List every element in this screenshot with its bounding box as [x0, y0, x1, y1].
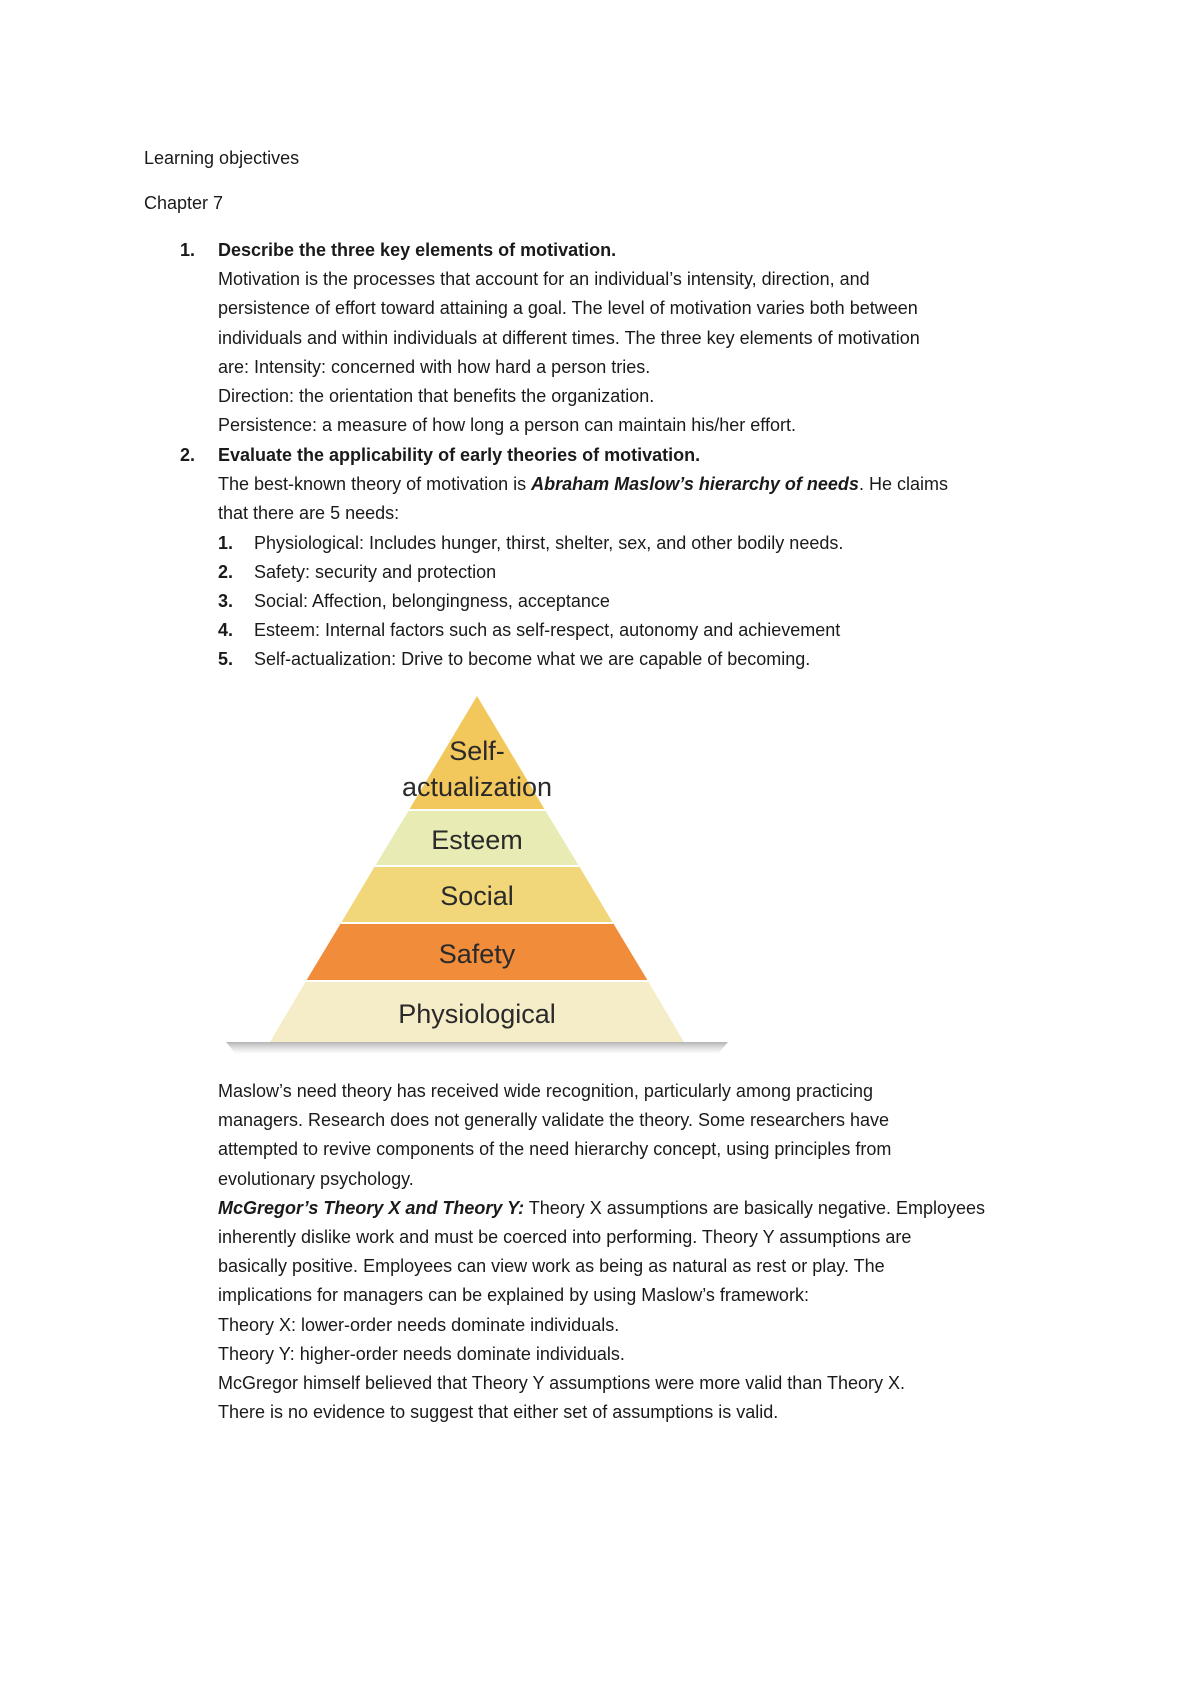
mcgregor-line: basically positive. Employees can view work as being as natural as rest or play. The	[218, 1256, 885, 1277]
pyramid-label-actualization: actualization	[401, 772, 553, 802]
need-number: 2.	[218, 562, 234, 582]
objective-1-line: persistence of effort toward attaining a goal. The level of motivation varies both between	[218, 298, 918, 319]
objective-1	[218, 236, 1078, 440]
objective-1-line: Direction: the orientation that benefits the organization.	[218, 386, 655, 407]
objective-1-line: individuals and within individuals at different times. The three key elements of motivation	[218, 327, 920, 348]
need-item: Social: Affection, belongingness, acceptance	[254, 591, 610, 611]
objective-1-heading: Describe the three key elements of motivation.	[218, 240, 617, 260]
mcgregor-line: There is no evidence to suggest that either set of assumptions is valid.	[218, 1402, 779, 1423]
need-item: Esteem: Internal factors such as self-respect, autonomy and achievement	[254, 620, 841, 640]
objective-1-line: Motivation is the processes that account for an individual’s intensity, direction, and	[218, 269, 870, 290]
need-number: 5.	[218, 649, 234, 669]
need-number: 1.	[218, 533, 234, 553]
objective-2-intro-line2: that there are 5 needs:	[218, 503, 400, 524]
objective-1-line: Persistence: a measure of how long a person can maintain his/her effort.	[218, 415, 796, 436]
pyramid-label-self: Self-	[449, 736, 505, 766]
maslow-pyramid	[218, 692, 738, 1062]
mcgregor-line: implications for managers can be explained by using Maslow’s framework:	[218, 1285, 809, 1306]
need-number: 4.	[218, 620, 234, 640]
paragraph-line: evolutionary psychology.	[218, 1168, 414, 1189]
mcgregor-line: Theory Y: higher-order needs dominate individuals.	[218, 1343, 625, 1364]
mcgregor-first-line	[218, 1194, 1078, 1223]
objective-2-number: 2.	[180, 445, 196, 465]
maslow-pyramid-figure	[218, 692, 738, 1062]
mcgregor-line: Theory X: lower-order needs dominate individuals.	[218, 1314, 620, 1335]
mcgregor-emphasis: McGregor’s Theory X and Theory Y:	[218, 1197, 525, 1218]
pyramid-label-social: Social	[440, 881, 514, 911]
objective-2-heading: Evaluate the applicability of early theories of motivation.	[218, 445, 701, 465]
intro-text-end: . He claims	[858, 474, 948, 495]
mcgregor-line: inherently dislike work and must be coerced into performing. Theory Y assumptions are	[218, 1227, 912, 1248]
intro-text: The best-known theory of motivation is	[218, 474, 532, 495]
objective-1-line: are: Intensity: concerned with how hard a person tries.	[218, 356, 651, 377]
mcgregor-line: McGregor himself believed that Theory Y assumptions were more valid than Theory X.	[218, 1373, 905, 1394]
chapter-label: Chapter 7	[144, 193, 224, 213]
pyramid-shadow	[226, 1042, 728, 1054]
paragraph-line: attempted to revive components of the need hierarchy concept, using principles from	[218, 1139, 892, 1160]
pyramid-label-safety: Safety	[438, 939, 516, 969]
objective-1-number: 1.	[180, 240, 196, 260]
maslow-paragraph	[218, 1077, 1078, 1427]
mcgregor-first-line-rest: Theory X assumptions are basically negative. Employees	[524, 1197, 985, 1218]
need-item: Physiological: Includes hunger, thirst, shelter, sex, and other bodily needs.	[254, 533, 844, 553]
document-title: Learning objectives	[144, 148, 300, 168]
paragraph-line: managers. Research does not generally validate the theory. Some researchers have	[218, 1110, 890, 1131]
maslow-emphasis: Abraham Maslow’s hierarchy of needs	[531, 474, 859, 495]
objective-2	[218, 441, 1078, 529]
pyramid-label-physiological: Physiological	[398, 999, 556, 1029]
pyramid-label-esteem: Esteem	[431, 825, 523, 855]
need-number: 3.	[218, 591, 234, 611]
paragraph-line: Maslow’s need theory has received wide recognition, particularly among practicing	[218, 1081, 874, 1101]
need-item: Safety: security and protection	[254, 562, 497, 582]
need-item: Self-actualization: Drive to become what we are capable of becoming.	[254, 649, 811, 669]
objective-2-intro	[218, 470, 1078, 499]
